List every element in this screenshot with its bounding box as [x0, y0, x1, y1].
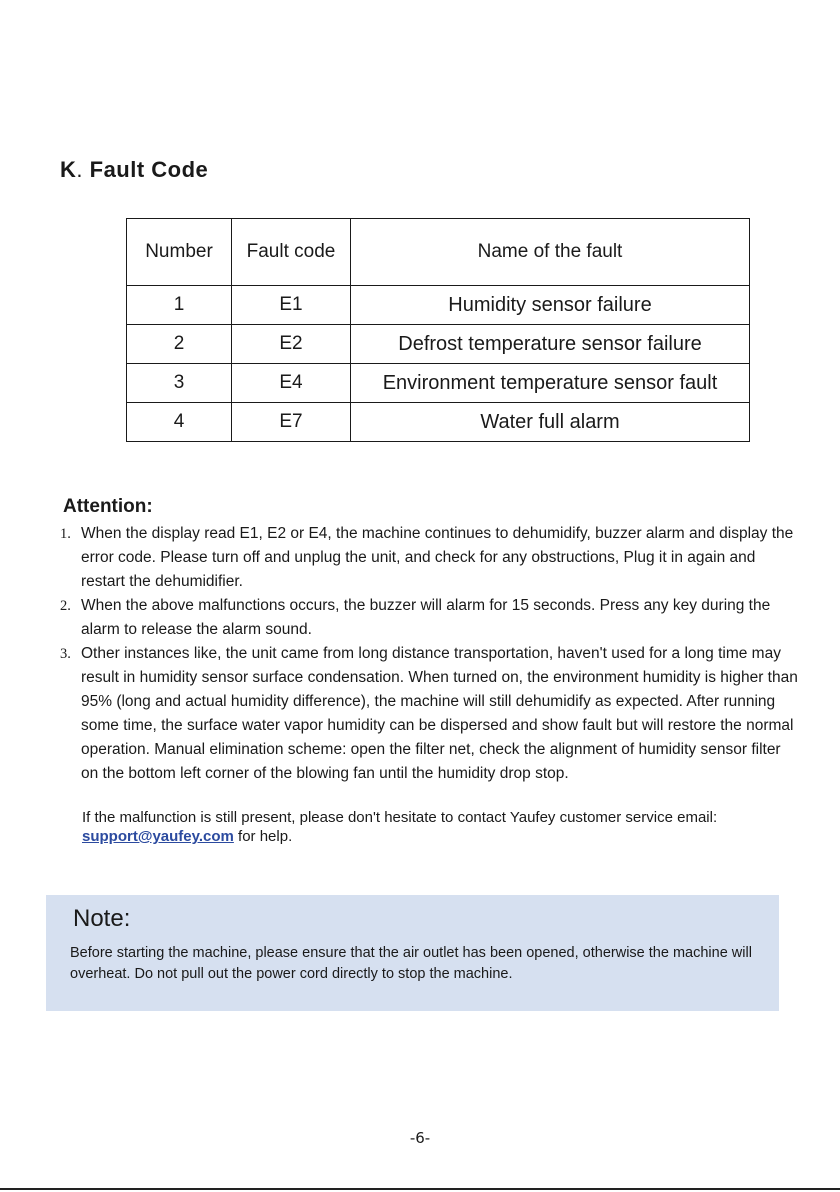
fault-code-table: [126, 218, 750, 442]
header-number: Number: [127, 219, 232, 286]
row-number: 2: [127, 325, 232, 364]
section-letter: K: [60, 157, 77, 182]
row-fault-name: Humidity sensor failure: [351, 286, 750, 325]
attention-item: [60, 594, 800, 642]
attention-item: [60, 642, 800, 786]
row-fault-name: Defrost temperature sensor failure: [351, 325, 750, 364]
attention-item-number: 2.: [60, 598, 71, 614]
attention-item-number: 3.: [60, 646, 71, 662]
header-fault-name: Name of the fault: [351, 219, 750, 286]
section-title-text: Fault Code: [89, 157, 209, 182]
row-number: 1: [127, 286, 232, 325]
note-title: Note:: [73, 905, 131, 932]
attention-item-text: Other instances like, the unit came from long distance transportation, haven't used for a long time may result in humidity sensor surface condensation. When turned on, the environment humidity is higher than 95% (long and actual humidity difference), the machine will still dehumidify as expected. After running some time, the surface water vapor humidity can be dispersed and show fault but will restore the normal operation. Manual elimination scheme: open the filter net, check the alignment of humidity sensor filter on the bottom left corner of the blowing fan until the humidity drop stop.: [81, 645, 798, 782]
row-code: E7: [232, 403, 351, 442]
section-separator: .: [76, 157, 90, 182]
table-row: [127, 403, 750, 442]
table-row: [127, 364, 750, 403]
section-title: [60, 157, 208, 183]
row-fault-name: Environment temperature sensor fault: [351, 364, 750, 403]
attention-item: [60, 522, 800, 594]
bottom-divider: [0, 1188, 840, 1190]
row-number: 4: [127, 403, 232, 442]
row-code: E2: [232, 325, 351, 364]
note-box: [46, 895, 779, 1011]
table-row: [127, 286, 750, 325]
attention-item-number: 1.: [60, 526, 71, 542]
contact-paragraph: [82, 808, 782, 846]
attention-item-text: When the display read E1, E2 or E4, the machine continues to dehumidify, buzzer alarm and display the error code. Please turn off and unplug the unit, and check for any obstructions, Plug it in again and restart the dehumidifier.: [81, 525, 794, 590]
row-fault-name: Water full alarm: [351, 403, 750, 442]
row-number: 3: [127, 364, 232, 403]
row-code: E1: [232, 286, 351, 325]
attention-item-text: When the above malfunctions occurs, the buzzer will alarm for 15 seconds. Press any key during the alarm to release the alarm sound.: [81, 597, 771, 638]
contact-text-end: for help.: [233, 828, 293, 845]
note-text: Before starting the machine, please ensure that the air outlet has been opened, otherwise the machine will overheat. Do not pull out the power cord directly to stop the machine.: [70, 945, 752, 982]
table-row: [127, 325, 750, 364]
contact-text: If the malfunction is still present, please don't hesitate to contact Yaufey customer service email:: [82, 809, 718, 826]
support-email-link[interactable]: support@yaufey.com: [82, 828, 234, 845]
header-fault-code: Fault code: [232, 219, 351, 286]
page-number: -6-: [409, 1129, 431, 1147]
table-header-row: [127, 219, 750, 286]
row-code: E4: [232, 364, 351, 403]
attention-title: Attention:: [63, 496, 153, 517]
attention-list: [60, 522, 800, 786]
